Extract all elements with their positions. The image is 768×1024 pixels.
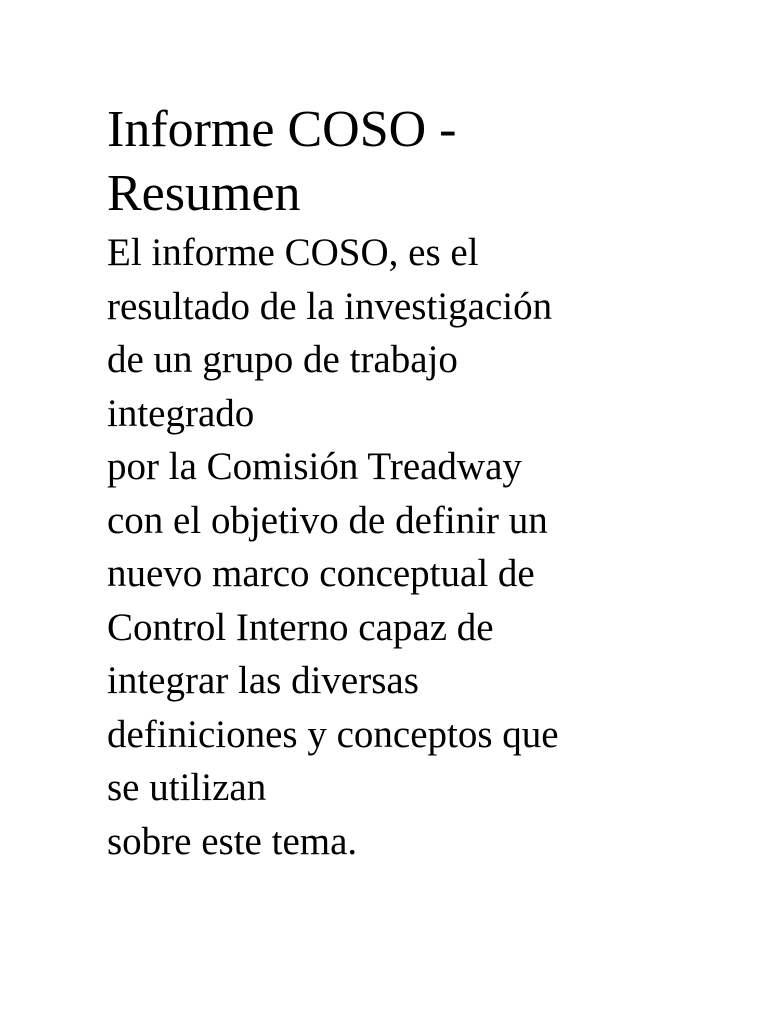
body-line-10: definiciones y conceptos que	[107, 712, 559, 756]
document-title	[107, 98, 667, 226]
title-line-1: Informe COSO -	[107, 101, 457, 158]
body-line-8: Control Interno capaz de	[107, 605, 494, 649]
body-line-9: integrar las diversas	[107, 659, 419, 702]
body-line-6: con el objetivo de definir un	[107, 498, 548, 542]
body-line-12: sobre este tema.	[107, 819, 358, 863]
body-line-11: se utilizan	[107, 766, 267, 809]
document-body	[107, 226, 667, 868]
document-content	[107, 98, 667, 868]
body-line-1: El informe COSO, es el	[107, 231, 479, 274]
body-line-3: de un grupo de trabajo	[107, 338, 458, 381]
body-line-2: resultado de la investigación	[107, 284, 553, 328]
body-line-4: integrado	[107, 391, 255, 435]
body-line-5: por la Comisión Treadway	[107, 445, 522, 488]
title-line-2: Resumen	[107, 165, 301, 222]
body-line-7: nuevo marco conceptual de	[107, 552, 535, 595]
